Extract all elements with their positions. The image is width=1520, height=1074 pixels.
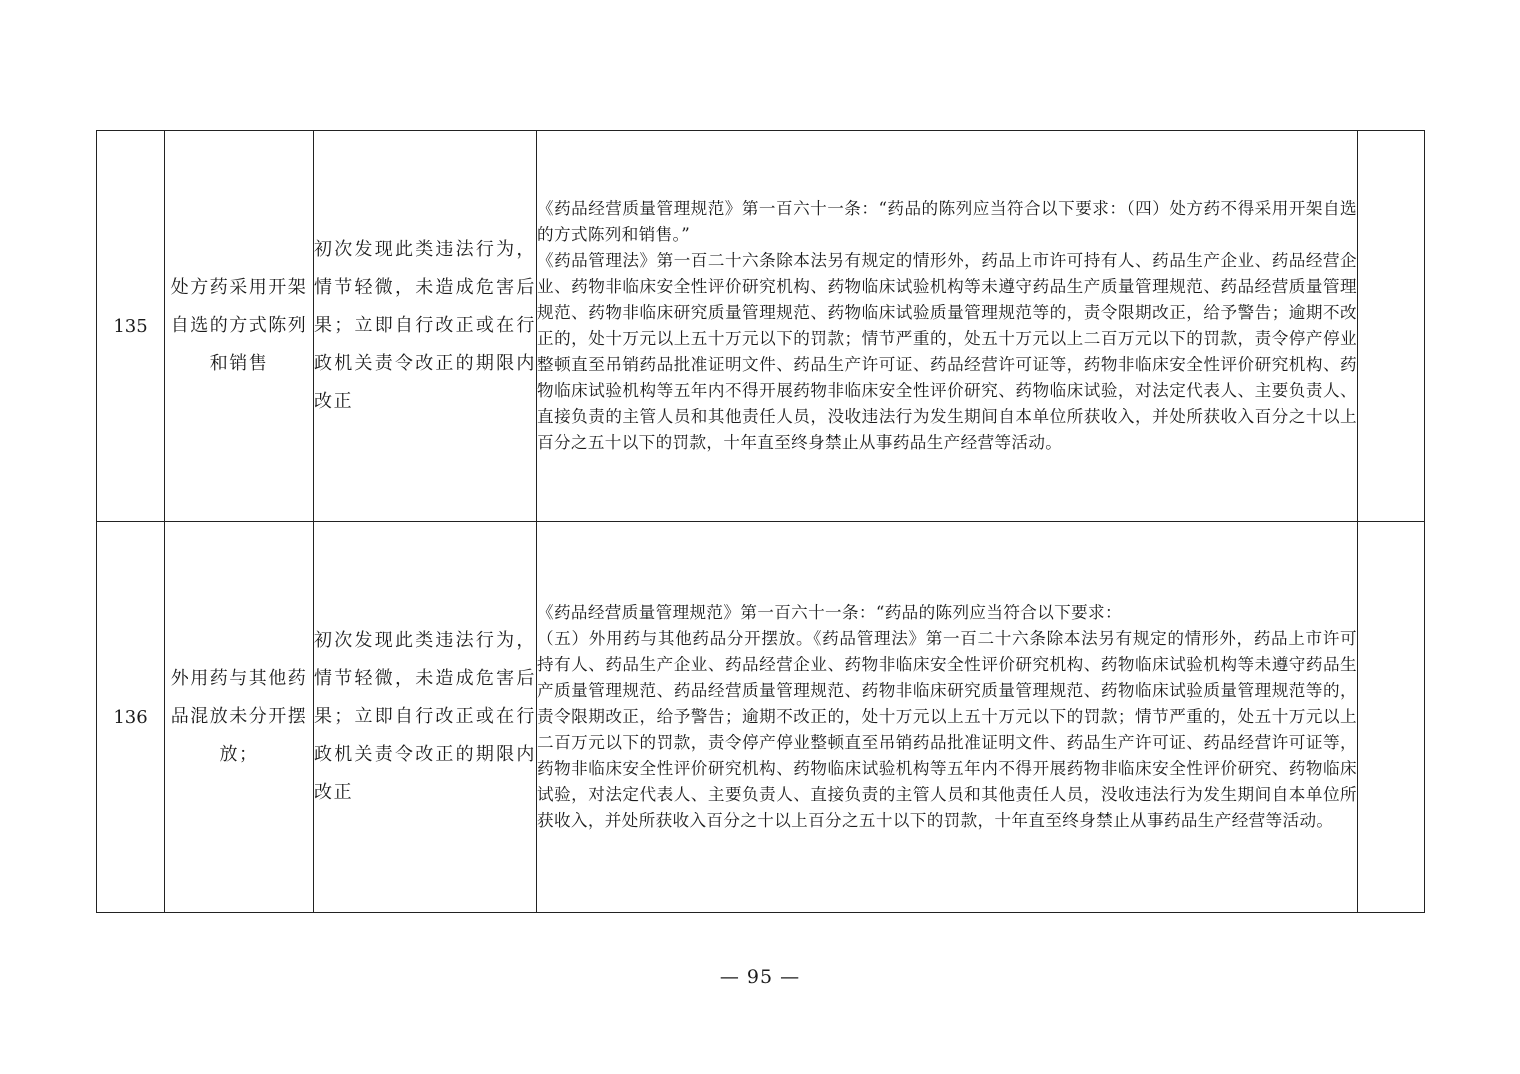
legal-basis-cell (537, 522, 1358, 913)
note-cell (1358, 522, 1425, 913)
row-number: 135 (97, 131, 165, 522)
condition-text: 初次发现此类违法行为，情节轻微，未造成危害后果；立即自行改正或在行政机关责令改正的期限内改正 (314, 239, 536, 412)
table-row (97, 522, 1425, 913)
violation-item-text: 处方药采用开架自选的方式陈列和销售 (170, 277, 308, 374)
regulation-table (96, 130, 1425, 913)
condition-cell (314, 522, 537, 913)
legal-basis-paragraph: 《药品经营质量管理规范》第一百六十一条：“药品的陈列应当符合以下要求：（四）处方药不得采用开架自选的方式陈列和销售。” (537, 199, 1357, 244)
legal-basis-paragraph: 《药品经营质量管理规范》第一百六十一条：“药品的陈列应当符合以下要求： (537, 603, 1122, 622)
legal-basis-paragraph: 《药品管理法》第一百二十六条除本法另有规定的情形外，药品上市许可持有人、药品生产企业、药品经营企业、药物非临床安全性评价研究机构、药物临床试验机构等未遵守药品生产质量管理规范、药品经营质量管理规范、药物非临床研究质量管理规范、药物临床试验质量管理规范等的，责令限期改正，给予警告；逾期不改正的，处十万元以上五十万元以下的罚款；情节严重的，处五十万元以上二百万元以下的罚款，责令停产停业整顿直至吊销药品批准证明文件、药品生产许可证、药品经营许可证等，药物非临床安全性评价研究机构、药物临床试验机构等五年内不得开展药物非临床安全性评价研究、药物临床试验，对法定代表人、主要负责人、直接负责的主管人员和其他责任人员，没收违法行为发生期间自本单位所获收入，并处所获收入百分之十以上百分之五十以下的罚款，十年直至终身禁止从事药品生产经营等活动。 (537, 251, 1357, 452)
row-number: 136 (97, 522, 165, 913)
table-row (97, 131, 1425, 522)
legal-basis-paragraph: （五）外用药与其他药品分开摆放。《药品管理法》第一百二十六条除本法另有规定的情形外，药品上市许可持有人、药品生产企业、药品经营企业、药物非临床安全性评价研究机构、药物临床试验机构等未遵守药品生产质量管理规范、药品经营质量管理规范、药物非临床研究质量管理规范、药物临床试验质量管理规范等的，责令限期改正，给予警告；逾期不改正的，处十万元以上五十万元以下的罚款；情节严重的，处五十万元以上二百万元以下的罚款，责令停产停业整顿直至吊销药品批准证明文件、药品生产许可证、药品经营许可证等，药物非临床安全性评价研究机构、药物临床试验机构等五年内不得开展药物非临床安全性评价研究、药物临床试验，对法定代表人、主要负责人、直接负责的主管人员和其他责任人员，没收违法行为发生期间自本单位所获收入，并处所获收入百分之十以上百分之五十以下的罚款，十年直至终身禁止从事药品生产经营等活动。 (537, 629, 1357, 830)
violation-item-cell (165, 131, 314, 522)
page-number: — 95 — (719, 966, 801, 988)
legal-basis-cell (537, 131, 1358, 522)
violation-item-cell (165, 522, 314, 913)
condition-text: 初次发现此类违法行为，情节轻微，未造成危害后果；立即自行改正或在行政机关责令改正的期限内改正 (314, 630, 536, 803)
condition-cell (314, 131, 537, 522)
note-cell (1358, 131, 1425, 522)
violation-item-text: 外用药与其他药品混放未分开摆放； (170, 668, 308, 765)
